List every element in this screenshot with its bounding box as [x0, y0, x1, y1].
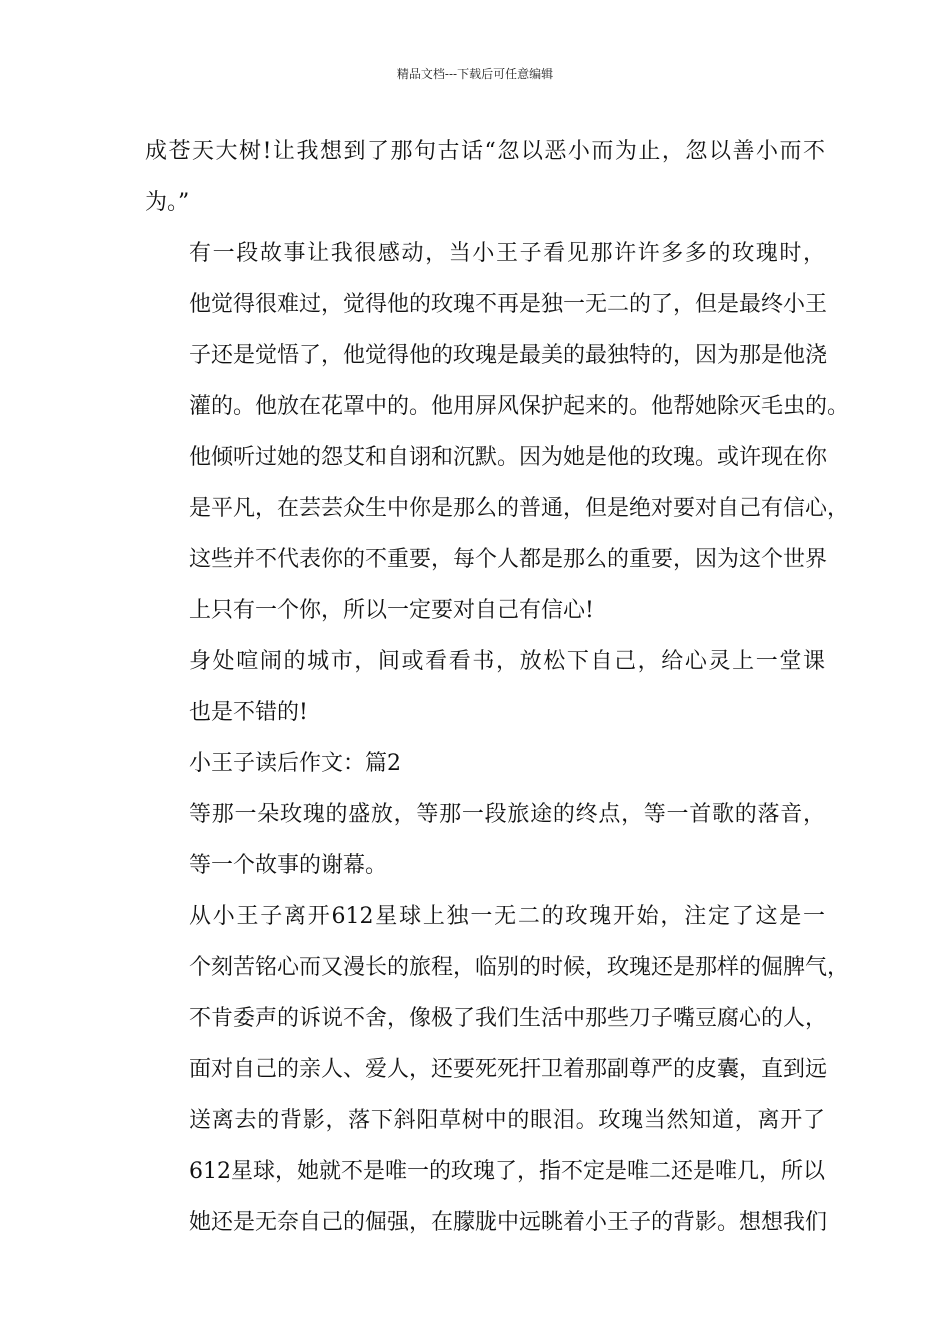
text-line: 是平凡，在芸芸众生中你是那么的普通，但是绝对要对自己有信心，	[189, 496, 850, 521]
text-line: 为。”	[145, 190, 190, 215]
paragraph	[145, 738, 825, 789]
document-body	[145, 126, 850, 1248]
paragraph	[145, 228, 850, 636]
text-line: 灌的。他放在花罩中的。他用屏风保护起来的。他帮她除灭毛虫的。	[189, 394, 850, 419]
text-line: 不肯委声的诉说不舍，像极了我们生活中那些刀子嘴豆腐心的人，	[189, 1006, 828, 1031]
text-line: 也是不错的!	[189, 700, 308, 725]
text-line: 小王子读后作文：篇2	[189, 751, 401, 776]
text-line: 等那一朵玫瑰的盛放，等那一段旅途的终点，等一首歌的落音，	[189, 802, 825, 827]
paragraph	[145, 891, 850, 1248]
text-line: 这些并不代表你的不重要，每个人都是那么的重要，因为这个世界	[189, 547, 828, 572]
paragraph	[145, 636, 825, 738]
text-line: 有一段故事让我很感动，当小王子看见那许许多多的玫瑰时，	[189, 241, 825, 266]
paragraph	[145, 126, 825, 228]
text-line: 子还是觉悟了，他觉得他的玫瑰是最美的最独特的，因为那是他浇	[189, 343, 828, 368]
text-line: 从小王子离开612星球上独一无二的玫瑰开始，注定了这是一	[189, 904, 825, 929]
text-line: 他觉得很难过，觉得他的玫瑰不再是独一无二的了，但是最终小王	[189, 292, 828, 317]
paragraph	[145, 789, 825, 891]
text-line: 面对自己的亲人、爱人，还要死死扞卫着那副尊严的皮囊，直到远	[189, 1057, 828, 1082]
text-line: 等一个故事的谢幕。	[189, 853, 388, 878]
text-line: 送离去的背影，落下斜阳草树中的眼泪。玫瑰当然知道，离开了	[189, 1108, 825, 1133]
text-line: 身处喧闹的城市，间或看看书，放松下自己，给心灵上一堂课	[189, 649, 825, 674]
page-header: 精品文档---下载后可任意编辑	[396, 67, 554, 81]
text-line: 612星球，她就不是唯一的玫瑰了，指不定是唯二还是唯几，所以	[189, 1159, 825, 1184]
text-line: 上只有一个你，所以一定要对自己有信心!	[189, 598, 594, 623]
text-line: 她还是无奈自己的倔强，在朦胧中远眺着小王子的背影。想想我们	[189, 1210, 828, 1235]
text-line: 个刻苦铭心而又漫长的旅程，临别的时候，玫瑰还是那样的倔脾气，	[189, 955, 850, 980]
text-line: 成苍天大树!让我想到了那句古话“忽以恶小而为止，忽以善小而不	[145, 139, 825, 164]
text-line: 他倾听过她的怨艾和自诩和沉默。因为她是他的玫瑰。或许现在你	[189, 445, 828, 470]
